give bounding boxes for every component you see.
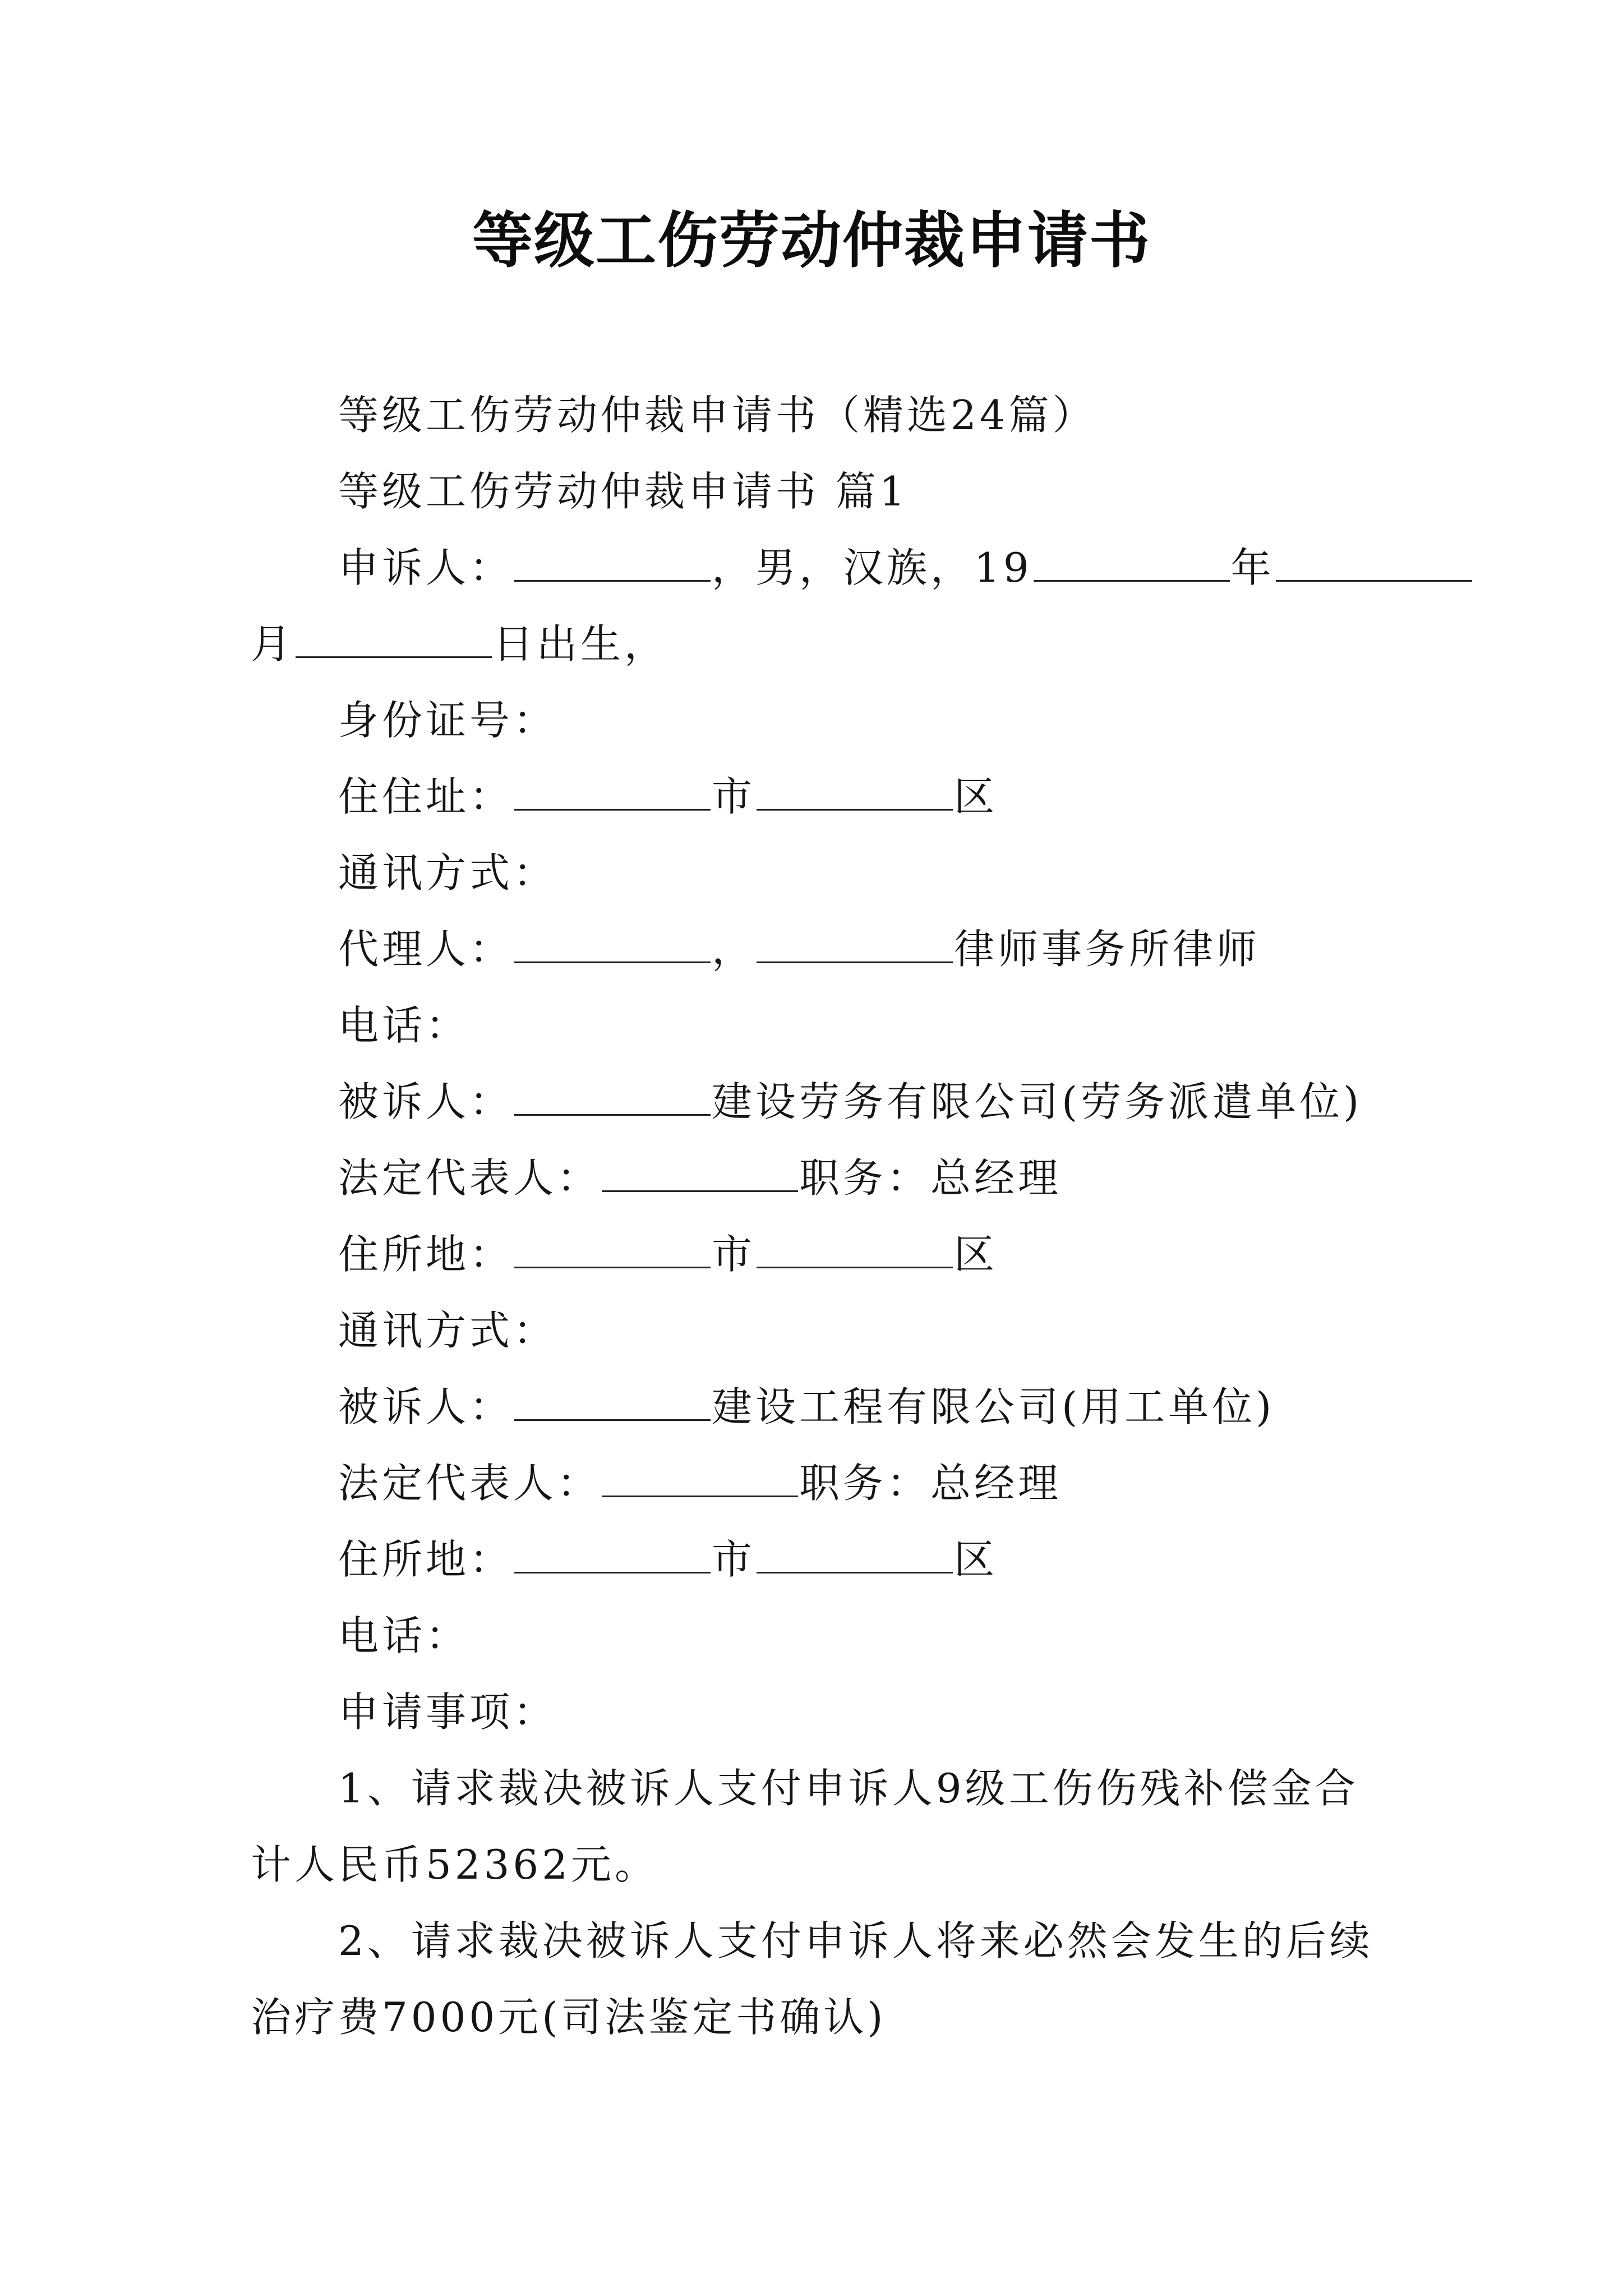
respondent-2-name-blank	[514, 1384, 711, 1421]
claim-1-line-1: 1、请求裁决被诉人支付申诉人9级工伤伤残补偿金合	[338, 1765, 1359, 1812]
legal-rep-1-line	[338, 1150, 1393, 1206]
respondent-1-label: 被诉人：	[338, 1078, 514, 1125]
applicant-label: 申诉人：	[338, 544, 514, 591]
claim-1-line-2: 计人民币52362元。	[251, 1841, 659, 1888]
legal-rep-2-label: 法定代表人：	[338, 1460, 601, 1507]
section-heading: 等级工伤劳动仲裁申请书 篇1	[338, 468, 909, 515]
address-2-label: 住所地：	[338, 1536, 514, 1583]
residence-city: 市	[712, 773, 756, 820]
address-1-line	[338, 1226, 1393, 1282]
residence-label: 住住址：	[338, 773, 514, 820]
residence-district: 区	[954, 773, 998, 820]
respondent-1-name-suffix: 建设劳务有限公司(劳务派遣单位)	[712, 1078, 1363, 1125]
agent-separator: ，	[712, 926, 756, 973]
legal-rep-2-position: 职务：总经理	[799, 1460, 1062, 1507]
contact-line-2: 通讯方式：	[338, 1307, 557, 1354]
legal-rep-2-name-blank	[602, 1461, 798, 1497]
address-2-line	[338, 1531, 1393, 1588]
year-label: 年	[1230, 544, 1275, 591]
address-1-district-blank	[757, 1232, 953, 1268]
claims-label: 申请事项：	[338, 1688, 557, 1736]
birth-day-blank	[296, 622, 492, 658]
address-1-city-blank	[514, 1232, 711, 1268]
birth-year-blank	[1034, 545, 1230, 582]
address-2-district: 区	[954, 1536, 998, 1583]
applicant-sex-ethnicity: ，男，汉族，19	[712, 544, 1032, 591]
legal-rep-1-label: 法定代表人：	[338, 1154, 601, 1202]
agent-label: 代理人：	[338, 926, 514, 973]
respondent-2-line	[338, 1379, 1393, 1435]
respondent-2-label: 被诉人：	[338, 1383, 514, 1430]
phone-line-2: 电话：	[338, 1612, 470, 1659]
document-title: 等级工伤劳动仲裁申请书	[472, 206, 1151, 276]
respondent-1-name-blank	[514, 1079, 711, 1116]
address-2-city-blank	[514, 1537, 711, 1573]
address-1-label: 住所地：	[338, 1231, 514, 1278]
residence-district-blank	[757, 774, 953, 811]
intro-line: 等级工伤劳动仲裁申请书（精选24篇）	[338, 392, 1096, 439]
law-firm-blank	[757, 927, 953, 963]
claim-2-line-1: 2、请求裁决被诉人支付申诉人将来必然会发生的后续	[338, 1917, 1373, 1964]
agent-name-blank	[514, 927, 711, 963]
applicant-line	[338, 540, 1393, 596]
birth-month-blank	[1276, 545, 1472, 582]
residence-city-blank	[514, 774, 711, 811]
claim-2-line-2: 治疗费7000元(司法鉴定书确认)	[251, 1994, 887, 2041]
respondent-1-line	[338, 1074, 1393, 1130]
address-1-city: 市	[712, 1231, 756, 1278]
legal-rep-1-name-blank	[602, 1156, 798, 1192]
address-2-district-blank	[757, 1537, 953, 1573]
agent-firm-suffix: 律师事务所律师	[954, 926, 1261, 973]
phone-line-1: 电话：	[338, 1002, 470, 1049]
legal-rep-1-position: 职务：总经理	[799, 1154, 1062, 1202]
birth-suffix: 日出生，	[493, 620, 668, 668]
address-2-city: 市	[712, 1536, 756, 1583]
applicant-name-blank	[514, 545, 711, 582]
month-label: 月	[251, 620, 295, 668]
agent-line	[338, 921, 1393, 977]
residence-line	[338, 769, 1393, 825]
address-1-district: 区	[954, 1231, 998, 1278]
applicant-birth-line	[251, 616, 1305, 672]
legal-rep-2-line	[338, 1455, 1393, 1511]
contact-line-1: 通讯方式：	[338, 849, 557, 896]
id-number-line: 身份证号：	[338, 697, 557, 744]
respondent-2-name-suffix: 建设工程有限公司(用工单位)	[712, 1383, 1275, 1430]
